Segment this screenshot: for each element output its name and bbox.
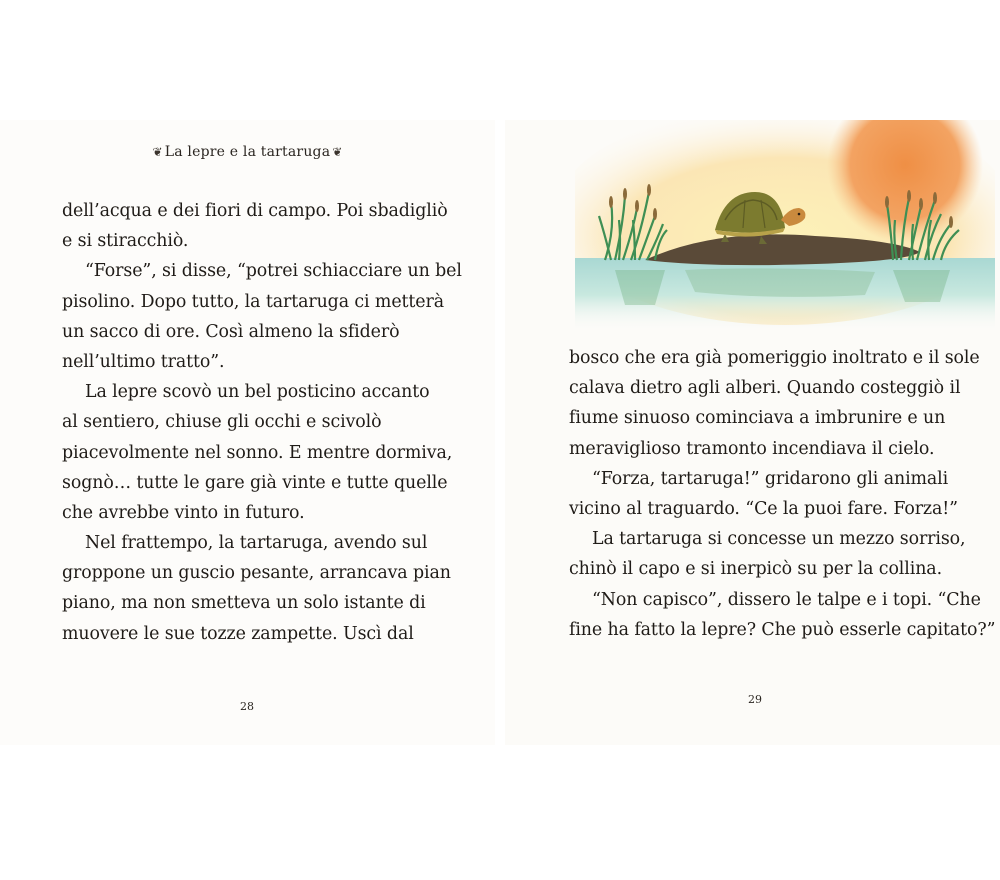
text-line: “Non capisco”, dissero le talpe e i topi. “Che [592, 589, 981, 610]
text-line: nell’ultimo tratto”. [62, 351, 225, 372]
text-line: piacevolmente nel sonno. E mentre dormiva, [62, 442, 453, 463]
running-head: ❦ La lepre e la tartaruga ❦ [152, 144, 343, 160]
ornament-icon: ❦ [332, 145, 343, 159]
text-line: groppone un guscio pesante, arrancava pian [62, 563, 451, 584]
tortoise-illustration [575, 120, 995, 332]
text-line: muovere le sue tozze zampette. Uscì dal [62, 623, 414, 644]
text-line: al sentiero, chiuse gli occhi e scivolò [62, 412, 382, 433]
text-line: chinò il capo e si inerpicò su per la collina. [569, 559, 942, 580]
text-line: “Forse”, si disse, “potrei schiacciare un bel [85, 261, 462, 282]
left-page [0, 120, 495, 745]
text-line: che avrebbe vinto in futuro. [62, 502, 305, 523]
text-line: piano, ma non smetteva un solo istante di [62, 593, 426, 614]
text-line: fiume sinuoso cominciava a imbrunire e un [569, 408, 946, 429]
ornament-icon: ❦ [152, 145, 163, 159]
text-line: sognò… tutte le gare già vinte e tutte quelle [62, 472, 448, 493]
page-number-left: 28 [240, 700, 254, 713]
text-line: La lepre scovò un bel posticino accanto [85, 382, 430, 403]
text-line: bosco che era già pomeriggio inoltrato e il sole [569, 348, 980, 368]
text-line: meraviglioso tramonto incendiava il cielo. [569, 438, 935, 459]
text-line: “Forza, tartaruga!” gridarono gli animali [592, 468, 949, 489]
text-line: dell’acqua e dei fiori di campo. Poi sbadigliò [62, 201, 448, 221]
right-body-text [569, 343, 996, 645]
text-line: vicino al traguardo. “Ce la puoi fare. Forza!” [569, 498, 958, 519]
text-line: Nel frattempo, la tartaruga, avendo sul [85, 533, 428, 554]
text-line: e si stiracchiò. [62, 231, 189, 252]
text-line: pisolino. Dopo tutto, la tartaruga ci metterà [62, 291, 444, 312]
text-line: un sacco di ore. Così almeno la sfiderò [62, 321, 400, 342]
left-body-text [62, 196, 462, 649]
text-line: calava dietro agli alberi. Quando costeggiò il [569, 378, 961, 399]
text-line: La tartaruga si concesse un mezzo sorriso, [592, 529, 966, 550]
text-line: fine ha fatto la lepre? Che può esserle capitato?” [569, 619, 996, 640]
page-number-right: 29 [748, 693, 762, 706]
right-page [505, 120, 1000, 745]
